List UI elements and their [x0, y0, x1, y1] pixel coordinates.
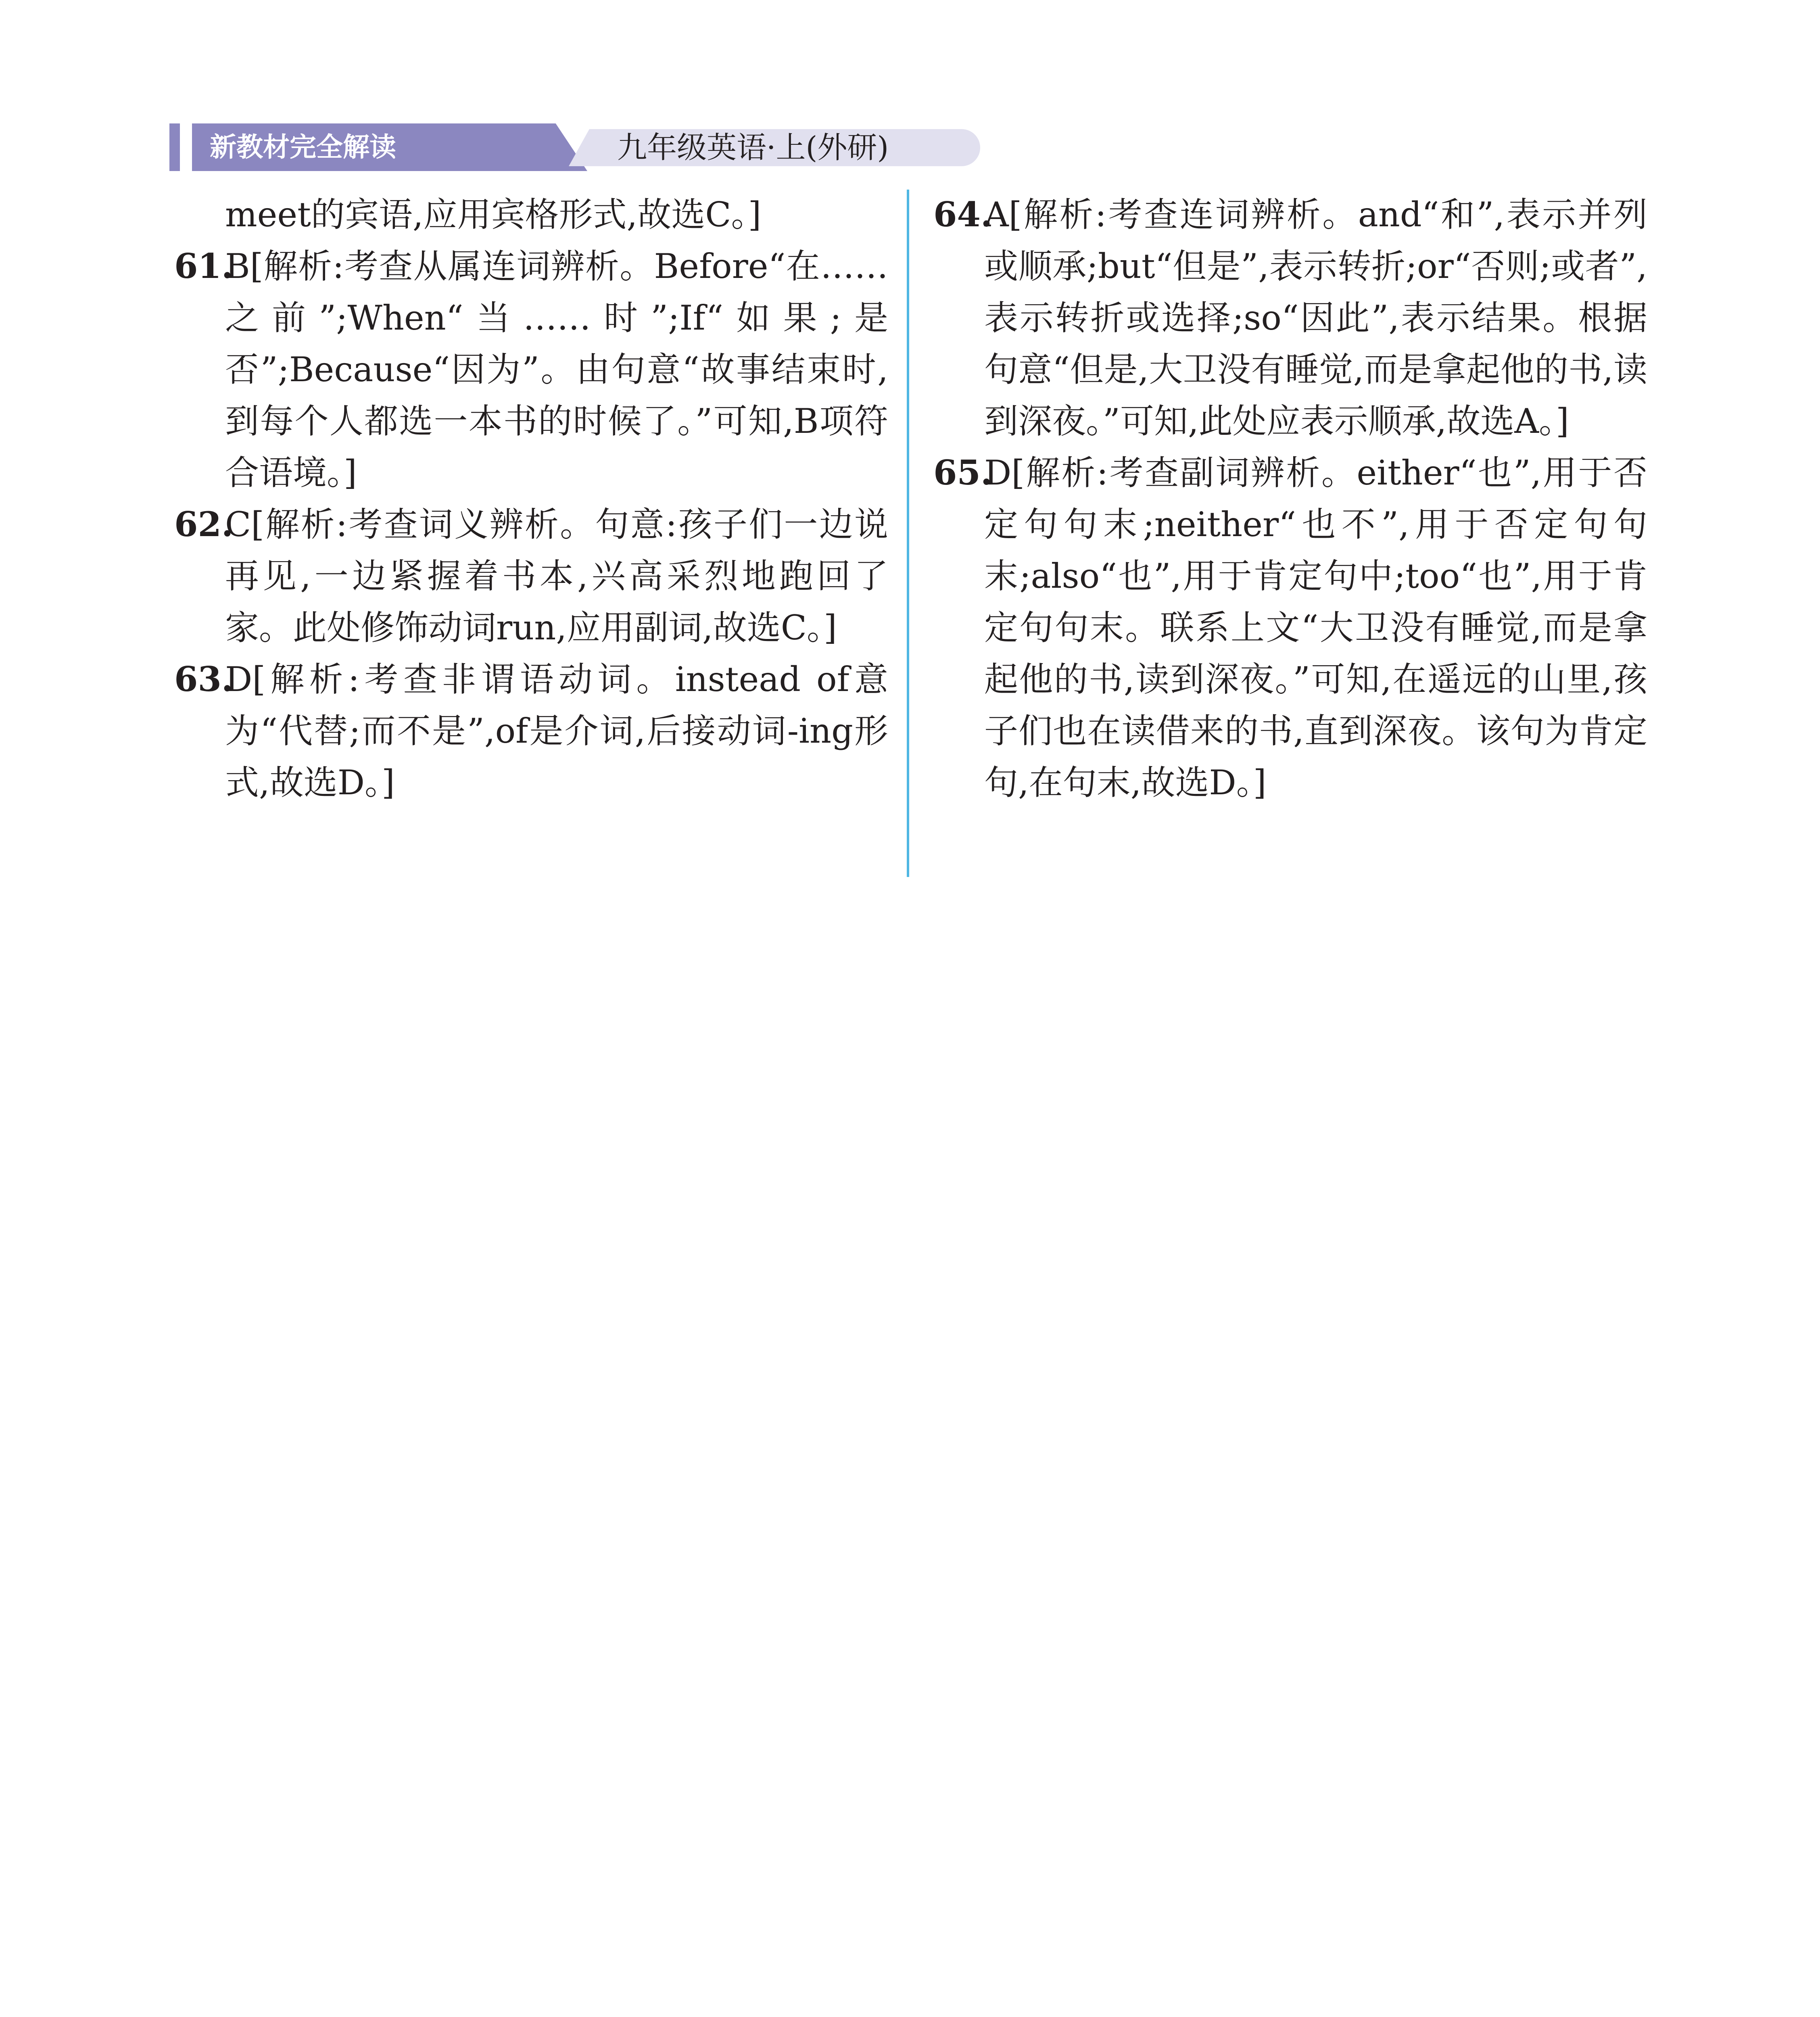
- column-divider: [907, 190, 909, 877]
- header-badge-text: 新教材完全解读: [210, 132, 396, 163]
- header-subtitle: 九年级英语·上(外研): [617, 130, 889, 165]
- entry-explanation: A[解析:考查连词辨析。and“和”,表示并列或顺承;but“但是”,表示转折;or“否则;或者”,表示转折或选择;so“因此”,表示结果。根据句意“但是,大卫没有睡觉,而是拿起他的书,读到深夜。”可知,此处应表示顺承,故选A。]: [984, 195, 1647, 441]
- answer-entry-64: [933, 189, 1647, 447]
- answer-entry-61: [174, 240, 888, 499]
- right-column: [933, 189, 1647, 808]
- entry-number: 64.: [933, 194, 993, 234]
- answer-entry-62: [174, 499, 888, 654]
- entry-explanation: B[解析:考查从属连词辨析。Before“在……之前”;When“当……时”;If“如果;是否”;Because“因为”。由句意“故事结束时,到每个人都选一本书的时候了。”可知,B项符合语境。]: [225, 246, 888, 493]
- header-accent-bar: [169, 123, 180, 171]
- entry-number: 62.: [174, 504, 234, 544]
- page-header: [169, 123, 889, 171]
- entry-explanation: D[解析:考查副词辨析。either“也”,用于否定句句末;neither“也不”,用于否定句句末;also“也”,用于肯定句中;too“也”,用于肯定句句末。联系上文“大卫没有睡觉,而是拿起他的书,读到深夜。”可知,在遥远的山里,孩子们也在读借来的书,直到深夜。该句为肯定句,在句末,故选D。]: [984, 453, 1647, 802]
- answer-entry-65: [933, 447, 1647, 808]
- entry-number: 61.: [174, 246, 234, 286]
- entry-number: 63.: [174, 659, 234, 699]
- continuation-text: meet的宾语,应用宾格形式,故选C。]: [225, 195, 762, 234]
- answer-entry-63: [174, 654, 888, 808]
- entry-number: 65.: [933, 453, 993, 493]
- left-column: [174, 189, 888, 808]
- entry-explanation: C[解析:考查词义辨析。句意:孩子们一边说再见,一边紧握着书本,兴高采烈地跑回了家。此处修饰动词run,应用副词,故选C。]: [225, 505, 888, 647]
- entry-explanation: D[解析:考查非谓语动词。instead of意为“代替;而不是”,of是介词,后接动词-ing形式,故选D。]: [225, 660, 888, 802]
